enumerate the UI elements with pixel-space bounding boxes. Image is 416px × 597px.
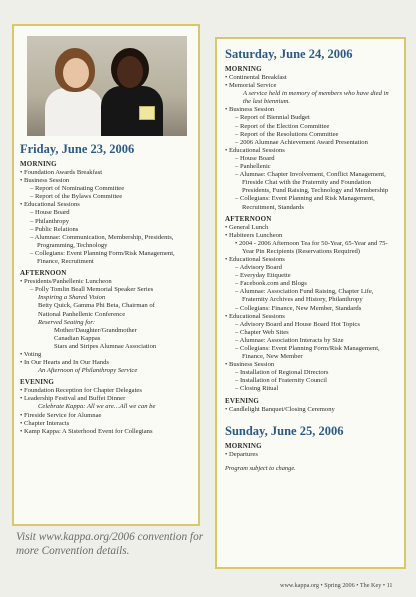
friday-evening-list — [20, 387, 194, 436]
schedule-item: • Voting — [20, 351, 194, 359]
schedule-item: • Business Session — [225, 106, 398, 114]
schedule-item: • In Our Hearts and In Our Hands — [20, 359, 194, 367]
schedule-item: – Public Relations — [20, 226, 194, 234]
schedule-item: • Fireside Service for Alumnae — [20, 412, 194, 420]
schedule-item: • Educational Sessions — [225, 256, 398, 264]
schedule-item: – Facebook.com and Blogs — [225, 280, 398, 288]
convention-link-text[interactable]: Visit www.kappa.org/2006 convention for more Convention details. — [16, 531, 204, 557]
schedule-item: A service held in memory of members who have died in the last biennium. — [243, 90, 389, 106]
schedule-item: • General Lunch — [225, 224, 398, 232]
schedule-item: – Alumnae: Chapter Involvement, Conflict Management, Fireside Chat with the Fraternity and Foundation Presidents, Fund Raising, Technology and Membership — [225, 171, 398, 195]
schedule-item: • Leadership Festival and Buffet Dinner — [20, 395, 194, 403]
friday-morning-list — [20, 169, 194, 266]
schedule-item: – Report of the Election Committee — [225, 123, 398, 131]
day-title-friday: Friday, June 23, 2006 — [20, 142, 135, 156]
section-label: EVENING — [20, 378, 55, 387]
schedule-item: • Educational Sessions — [225, 313, 398, 321]
section-label: MORNING — [225, 65, 262, 73]
schedule-item: – Everyday Etiquette — [225, 272, 398, 280]
schedule-item: Canadian Kappas — [54, 334, 101, 342]
schedule-item: – Collegians: Finance, New Member, Standards — [225, 305, 398, 313]
schedule-item: • Presidents/Panhellenic Luncheon — [20, 278, 194, 286]
saturday-morning-list — [225, 74, 398, 212]
photo-figure — [117, 56, 143, 88]
page-footer: www.kappa.org • Spring 2006 • The Key • 11 — [280, 582, 393, 589]
schedule-item: National Panhellenic Conference — [38, 310, 126, 318]
schedule-item: • Business Session — [225, 361, 398, 369]
schedule-item: – Collegians: Event Planning and Risk Management, Recruitment, Standards — [225, 195, 398, 211]
schedule-item: – Report of Nominating Committee — [20, 185, 194, 193]
schedule-item: • Business Session — [20, 177, 194, 185]
schedule-item: • Chapter Interacts — [20, 420, 194, 428]
day-title-saturday: Saturday, June 24, 2006 — [225, 47, 353, 61]
friday-afternoon-list — [20, 278, 194, 375]
schedule-item: • Foundation Awards Breakfast — [20, 169, 194, 177]
program-note: Program subject to change. — [225, 464, 296, 472]
schedule-item: – Report of the Resolutions Committee — [225, 131, 398, 139]
section-label: AFTERNOON — [20, 269, 67, 278]
schedule-item: – Collegians: Event Planning Form/Risk Management, Finance, Recruitment — [20, 250, 194, 266]
section-label: AFTERNOON — [225, 214, 272, 223]
schedule-item: – Closing Ritual — [225, 385, 398, 393]
schedule-item: – 2006 Alumnae Achievement Award Presentation — [225, 139, 398, 147]
schedule-item: – House Board — [225, 155, 398, 163]
schedule-item: – Collegians: Event Planning Form/Risk Management, Finance, New Member — [225, 345, 398, 361]
schedule-item: • Departures — [225, 451, 398, 459]
sunday-morning-list — [225, 451, 398, 459]
saturday-schedule-panel — [215, 37, 406, 569]
convention-photo — [27, 36, 187, 136]
schedule-item: Betty Quick, Gamma Phi Beta, Chairman of — [38, 302, 155, 310]
schedule-item: • Memorial Service — [225, 82, 398, 90]
schedule-item: • Habiteers Luncheon — [225, 232, 398, 240]
section-label: MORNING — [20, 160, 57, 168]
schedule-item: • Candlelight Banquet/Closing Ceremony — [225, 406, 398, 414]
schedule-item: • Educational Sessions — [225, 147, 398, 155]
schedule-item: – Advisory Board and House Board Hot Topics — [225, 321, 398, 329]
photo-figure — [63, 58, 89, 88]
schedule-item: • Continental Breakfast — [225, 74, 398, 82]
schedule-item: – Report of the Bylaws Committee — [20, 193, 194, 201]
friday-schedule-panel — [12, 24, 200, 526]
schedule-item: – Chapter Web Sites — [225, 329, 398, 337]
schedule-item: Mother/Daughter/Grandmother — [54, 326, 137, 334]
schedule-item: Inspiring a Shared Vision — [38, 294, 106, 302]
saturday-afternoon-list — [225, 224, 398, 394]
schedule-item: – Alumnae: Communication, Membership, Presidents, Programming, Technology — [20, 234, 194, 250]
schedule-item: Stars and Stripes Alumnae Association — [54, 342, 157, 350]
day-title-sunday: Sunday, June 25, 2006 — [225, 423, 344, 438]
schedule-item: – Polly Tomlin Beall Memorial Speaker Series — [20, 286, 194, 294]
schedule-item: Reserved Seating for: — [38, 318, 96, 326]
schedule-item: – Installation of Regional Directors — [225, 369, 398, 377]
section-label: MORNING — [225, 441, 262, 450]
schedule-item: – Advisory Board — [225, 264, 398, 272]
section-label: EVENING — [225, 396, 260, 405]
schedule-item: – Installation of Fraternity Council — [225, 377, 398, 385]
schedule-item: – Philanthropy — [20, 218, 194, 226]
schedule-item: • Kamp Kappa: A Sisterhood Event for Collegians — [20, 428, 194, 436]
schedule-item: Celebrate Kappa: All we are…All we can be — [38, 403, 156, 411]
schedule-item: – Panhellenic — [225, 163, 398, 171]
schedule-item: – Report of Biennial Budget — [225, 114, 398, 122]
schedule-item: – House Board — [20, 209, 194, 217]
schedule-item: • Foundation Reception for Chapter Delegates — [20, 387, 194, 395]
schedule-item: • Educational Sessions — [20, 201, 194, 209]
schedule-item: – Alumnae: Association Interacts by Size — [225, 337, 398, 345]
name-badge — [139, 106, 155, 120]
schedule-item: – Alumnae: Association Fund Raising, Chapter Life, Fraternity Archives and History, Philanthropy — [225, 288, 398, 304]
photo-figure — [45, 88, 103, 136]
schedule-item: • 2004 - 2006 Afternoon Tea for 50-Year, 65-Year and 75-Year Pin Recipients (Reservations Required) — [225, 240, 398, 256]
schedule-item: An Afternoon of Philanthropy Service — [38, 367, 138, 375]
saturday-evening-list — [225, 406, 398, 414]
